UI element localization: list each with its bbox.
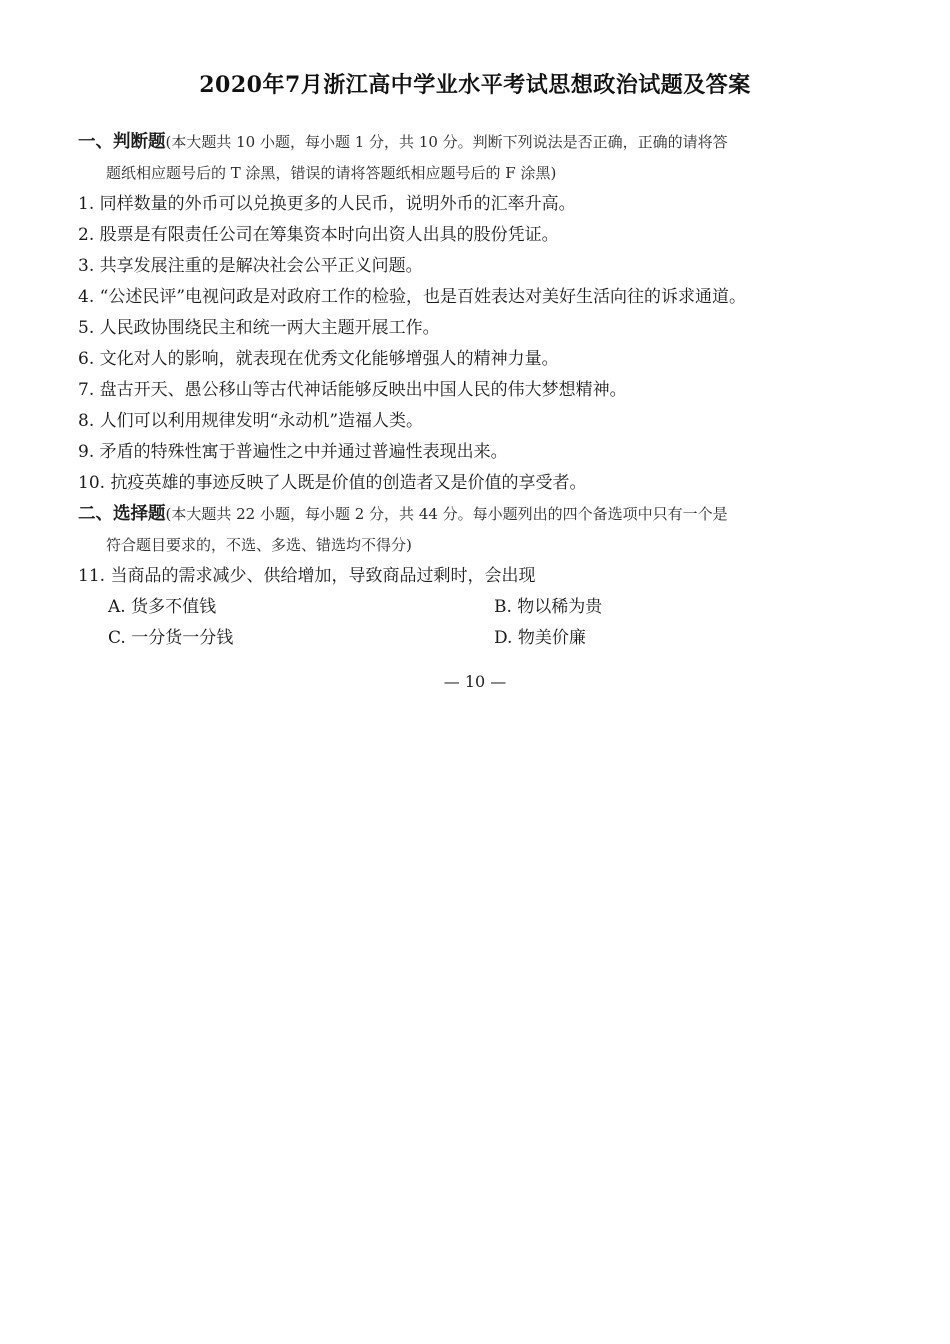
section-1-note-line-2: 题纸相应题号后的 T 涂黑，错误的请将答题纸相应题号后的 F 涂黑) — [106, 164, 557, 182]
section-2-label: 二、选择题 — [78, 504, 166, 524]
question-item-9: 9. 矛盾的特殊性寓于普遍性之中并通过普遍性表现出来。 — [78, 442, 508, 462]
section-1-label: 一、判断题 — [78, 132, 166, 152]
question-item-8: 8. 人们可以利用规律发明“永动机”造福人类。 — [78, 411, 424, 431]
options-row-1 — [78, 592, 878, 623]
page-number: — 10 — — [443, 672, 507, 691]
section-2-header — [78, 499, 878, 530]
section-2-note-line-2: 符合题目要求的，不选、多选、错选均不得分) — [106, 536, 412, 554]
question-item-6: 6. 文化对人的影响，就表现在优秀文化能够增强人的精神力量。 — [78, 349, 559, 369]
option-a: A. 货多不值钱 — [108, 597, 217, 617]
question-item-3: 3. 共享发展注重的是解决社会公平正义问题。 — [78, 256, 423, 276]
question-item-7: 7. 盘古开天、愚公移山等古代神话能够反映出中国人民的伟大梦想精神。 — [78, 380, 627, 400]
option-d: D. 物美价廉 — [494, 628, 586, 648]
question-item-1: 1. 同样数量的外币可以兑换更多的人民币，说明外币的汇率升高。 — [78, 194, 576, 214]
option-c: C. 一分货一分钱 — [108, 628, 234, 648]
section-2-note-line-1: (本大题共 22 小题，每小题 2 分，共 44 分。每小题列出的四个备选项中只有一个是 — [165, 505, 728, 523]
options-row-2 — [78, 623, 878, 654]
question-item-4: 4. “公述民评”电视问政是对政府工作的检验，也是百姓表达对美好生活向往的诉求通道。 — [78, 287, 747, 307]
section-1-header — [78, 127, 878, 158]
question-item-10: 10. 抗疫英雄的事迹反映了人既是价值的创造者又是价值的享受者。 — [78, 473, 587, 493]
section-1-note-line-1: (本大题共 10 小题，每小题 1 分，共 10 分。判断下列说法是否正确，正确的请将答 — [165, 133, 728, 151]
document-title: 2020年7月浙江高中学业水平考试思想政治试题及答案 — [199, 72, 751, 98]
question-item-2: 2. 股票是有限责任公司在筹集资本时向出资人出具的股份凭证。 — [78, 225, 559, 245]
exam-content — [78, 127, 878, 654]
option-b: B. 物以稀为贵 — [494, 597, 603, 617]
question-item-5: 5. 人民政协围绕民主和统一两大主题开展工作。 — [78, 318, 440, 338]
question-item-11: 11. 当商品的需求减少、供给增加，导致商品过剩时，会出现 — [78, 566, 536, 586]
